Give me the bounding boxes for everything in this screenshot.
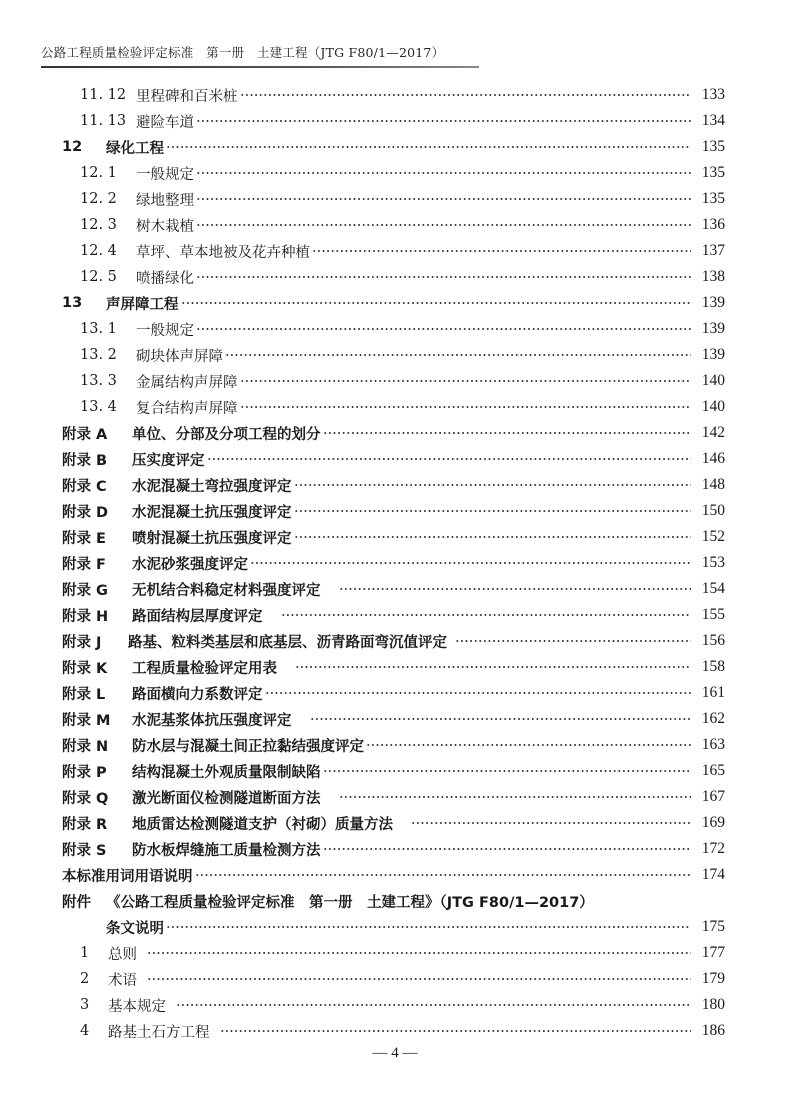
leader-dots bbox=[181, 295, 692, 311]
toc-number: 附录 J bbox=[62, 634, 102, 651]
toc-title: 一般规定 bbox=[136, 322, 194, 339]
toc-entry-13-1[interactable] bbox=[80, 316, 725, 342]
toc-page: 138 bbox=[701, 268, 725, 285]
toc-entry-attachment-explanation[interactable] bbox=[106, 914, 725, 940]
toc-page: 133 bbox=[701, 86, 725, 103]
toc-title: 防水板焊缝施工质量检测方法 bbox=[132, 842, 321, 859]
page-number: — 4 — bbox=[372, 1045, 418, 1061]
leader-dots bbox=[312, 243, 691, 259]
attachment-title: 《公路工程质量检验评定标准 第一册 土建工程》（JTG F80/1—2017） bbox=[106, 894, 594, 911]
toc-entry-12-2[interactable] bbox=[80, 186, 725, 212]
toc-title: 绿化工程 bbox=[106, 140, 164, 157]
toc-title: 无机结合料稳定材料强度评定 bbox=[132, 582, 321, 599]
toc-entry-attachment-4[interactable] bbox=[80, 1018, 725, 1044]
leader-dots bbox=[310, 711, 692, 727]
leader-dots bbox=[166, 139, 691, 155]
leader-dots bbox=[411, 815, 691, 831]
toc-number: 附录 C bbox=[62, 478, 107, 495]
toc-title: 砌块体声屏障 bbox=[136, 348, 223, 365]
toc-page: 177 bbox=[701, 944, 725, 961]
toc-number: 11. 12 bbox=[80, 87, 127, 103]
toc-number: 附录 S bbox=[62, 842, 107, 859]
toc-entry-12-4[interactable] bbox=[80, 238, 725, 264]
toc-page: 155 bbox=[701, 606, 725, 623]
leader-dots bbox=[196, 321, 691, 337]
toc-title: 总则 bbox=[108, 946, 137, 963]
toc-entry-attachment-2[interactable] bbox=[80, 966, 725, 992]
toc-title: 本标准用词用语说明 bbox=[62, 868, 193, 885]
toc-number: 3 bbox=[80, 997, 90, 1013]
leader-dots bbox=[196, 269, 691, 285]
toc-page: 152 bbox=[701, 528, 725, 545]
leader-dots bbox=[265, 685, 692, 701]
toc-entry-appendix-a[interactable] bbox=[62, 420, 725, 446]
toc-title: 工程质量检验评定用表 bbox=[132, 660, 277, 677]
toc-page: 169 bbox=[701, 814, 725, 831]
toc-entry-12-5[interactable] bbox=[80, 264, 725, 290]
toc-title: 路面结构层厚度评定 bbox=[132, 608, 263, 625]
leader-dots bbox=[147, 971, 691, 987]
toc-title: 水泥混凝土弯拉强度评定 bbox=[132, 478, 292, 495]
toc-page: 153 bbox=[701, 554, 725, 571]
toc-number: 13. 2 bbox=[80, 347, 117, 363]
toc-title: 水泥混凝土抗压强度评定 bbox=[132, 504, 292, 521]
toc-page: 135 bbox=[701, 138, 725, 155]
toc-entry-appendix-b[interactable] bbox=[62, 446, 725, 472]
toc-page: 137 bbox=[701, 242, 725, 259]
toc-page: 136 bbox=[701, 216, 725, 233]
toc-title: 避险车道 bbox=[136, 114, 194, 131]
toc-entry-appendix-c[interactable] bbox=[62, 472, 725, 498]
toc-entry-appendix-q[interactable] bbox=[62, 784, 725, 810]
toc-entry-appendix-h[interactable] bbox=[62, 602, 725, 628]
toc-title: 条文说明 bbox=[106, 920, 164, 937]
toc-entry-13-2[interactable] bbox=[80, 342, 725, 368]
toc-number: 附录 P bbox=[62, 764, 107, 781]
leader-dots bbox=[250, 555, 691, 571]
toc-title: 里程碑和百米桩 bbox=[136, 88, 238, 105]
toc-page: 156 bbox=[701, 632, 725, 649]
toc-page: 142 bbox=[701, 424, 725, 441]
leader-dots bbox=[294, 529, 692, 545]
toc-entry-13-4[interactable] bbox=[80, 394, 725, 420]
toc-entry-appendix-s[interactable] bbox=[62, 836, 725, 862]
toc-number: 附录 N bbox=[62, 738, 109, 755]
toc-page: 135 bbox=[701, 164, 725, 181]
toc-page: 158 bbox=[701, 658, 725, 675]
toc-title: 结构混凝土外观质量限制缺陷 bbox=[132, 764, 321, 781]
leader-dots bbox=[176, 997, 691, 1013]
toc-entry-appendix-p[interactable] bbox=[62, 758, 725, 784]
toc-page: 150 bbox=[701, 502, 725, 519]
toc-title: 地质雷达检测隧道支护（衬砌）质量方法 bbox=[132, 816, 393, 833]
leader-dots bbox=[196, 191, 691, 207]
toc-entry-12-3[interactable] bbox=[80, 212, 725, 238]
toc-page: 186 bbox=[701, 1022, 725, 1039]
toc-page: 163 bbox=[701, 736, 725, 753]
toc-page: 180 bbox=[701, 996, 725, 1013]
leader-dots bbox=[196, 165, 691, 181]
toc-number: 12. 3 bbox=[80, 217, 117, 233]
attachment-label: 附件 bbox=[62, 894, 91, 911]
toc-number: 附录 F bbox=[62, 556, 106, 573]
toc-entry-12-1[interactable] bbox=[80, 160, 725, 186]
toc-number: 12. 1 bbox=[80, 165, 117, 181]
toc-entry-13-3[interactable] bbox=[80, 368, 725, 394]
leader-dots bbox=[339, 581, 692, 597]
toc-entry-attachment-3[interactable] bbox=[80, 992, 725, 1018]
toc-number: 附录 E bbox=[62, 530, 106, 547]
leader-dots bbox=[294, 477, 692, 493]
toc-title: 金属结构声屏障 bbox=[136, 374, 238, 391]
toc-number: 13. 4 bbox=[80, 399, 117, 415]
leader-dots bbox=[195, 867, 692, 883]
toc-page: 140 bbox=[701, 372, 725, 389]
toc-title: 树木栽植 bbox=[136, 218, 194, 235]
toc-entry-appendix-d[interactable] bbox=[62, 498, 725, 524]
toc-number: 附录 R bbox=[62, 816, 108, 833]
toc-title: 一般规定 bbox=[136, 166, 194, 183]
leader-dots bbox=[295, 659, 691, 675]
toc-entry-appendix-m[interactable] bbox=[62, 706, 725, 732]
running-header: 公路工程质量检验评定标准 第一册 土建工程（JTG F80/1—2017） bbox=[41, 45, 445, 60]
toc-entry-appendix-j[interactable] bbox=[62, 628, 725, 654]
leader-dots bbox=[240, 87, 692, 103]
toc-number: 附录 D bbox=[62, 504, 109, 521]
toc-number: 13 bbox=[62, 295, 83, 311]
toc-page: 146 bbox=[701, 450, 725, 467]
toc-number: 附录 M bbox=[62, 712, 111, 729]
toc-number: 2 bbox=[80, 971, 90, 987]
toc-number: 附录 A bbox=[62, 426, 108, 443]
toc-number: 1 bbox=[80, 945, 90, 961]
leader-dots bbox=[323, 425, 692, 441]
toc-title: 草坪、草本地被及花卉种植 bbox=[136, 244, 310, 261]
toc-title: 水泥砂浆强度评定 bbox=[132, 556, 248, 573]
leader-dots bbox=[147, 945, 691, 961]
toc-title: 水泥基浆体抗压强度评定 bbox=[132, 712, 292, 729]
toc-number: 12. 5 bbox=[80, 269, 117, 285]
toc-number: 11. 13 bbox=[80, 113, 127, 129]
toc-title: 单位、分部及分项工程的划分 bbox=[132, 426, 321, 443]
toc-page: 175 bbox=[701, 918, 725, 935]
leader-dots bbox=[166, 919, 691, 935]
toc-entry-terminology[interactable] bbox=[62, 862, 725, 888]
toc-page: 140 bbox=[701, 398, 725, 415]
toc-page: 139 bbox=[701, 346, 725, 363]
toc-page: 148 bbox=[701, 476, 725, 493]
toc-title: 喷射混凝土抗压强度评定 bbox=[132, 530, 292, 547]
toc-page: 161 bbox=[701, 684, 725, 701]
toc-entry-appendix-n[interactable] bbox=[62, 732, 725, 758]
toc-number: 12. 4 bbox=[80, 243, 117, 259]
toc-title: 路基、粒料类基层和底基层、沥青路面弯沉值评定 bbox=[128, 634, 447, 651]
toc-title: 绿地整理 bbox=[136, 192, 194, 209]
toc-page: 162 bbox=[701, 710, 725, 727]
toc-number: 13. 3 bbox=[80, 373, 117, 389]
toc-entry-11-13[interactable] bbox=[80, 108, 725, 134]
toc-page: 134 bbox=[701, 112, 725, 129]
toc-page: 179 bbox=[701, 970, 725, 987]
leader-dots bbox=[196, 113, 691, 129]
leader-dots bbox=[207, 451, 692, 467]
toc-title: 防水层与混凝土间正拉黏结强度评定 bbox=[132, 738, 364, 755]
toc-title: 复合结构声屏障 bbox=[136, 400, 238, 417]
toc-title: 术语 bbox=[108, 972, 137, 989]
toc-entry-appendix-e[interactable] bbox=[62, 524, 725, 550]
leader-dots bbox=[339, 789, 692, 805]
toc-title: 路面横向力系数评定 bbox=[132, 686, 263, 703]
toc-number: 12. 2 bbox=[80, 191, 117, 207]
toc-page: 154 bbox=[701, 580, 725, 597]
toc-entry-appendix-g[interactable] bbox=[62, 576, 725, 602]
toc-entry-attachment-heading[interactable] bbox=[62, 888, 725, 914]
leader-dots bbox=[281, 607, 692, 623]
toc-page: 165 bbox=[701, 762, 725, 779]
toc-title: 压实度评定 bbox=[132, 452, 205, 469]
toc-entry-appendix-r[interactable] bbox=[62, 810, 725, 836]
toc-number: 附录 H bbox=[62, 608, 109, 625]
toc-page: 174 bbox=[701, 866, 725, 883]
toc-title: 路基土石方工程 bbox=[108, 1024, 210, 1041]
toc-number: 13. 1 bbox=[80, 321, 117, 337]
header-divider bbox=[41, 66, 479, 68]
toc-page: 135 bbox=[701, 190, 725, 207]
toc-page: 139 bbox=[701, 320, 725, 337]
toc-number: 附录 G bbox=[62, 582, 108, 599]
toc-title: 声屏障工程 bbox=[106, 296, 179, 313]
leader-dots bbox=[240, 399, 692, 415]
leader-dots bbox=[220, 1023, 692, 1039]
toc-number: 附录 B bbox=[62, 452, 108, 469]
toc-number: 附录 Q bbox=[62, 790, 109, 807]
toc-title: 基本规定 bbox=[108, 998, 166, 1015]
leader-dots bbox=[323, 841, 692, 857]
toc-entry-appendix-l[interactable] bbox=[62, 680, 725, 706]
toc-entry-attachment-1[interactable] bbox=[80, 940, 725, 966]
toc-page: 167 bbox=[701, 788, 725, 805]
toc-number: 附录 L bbox=[62, 686, 106, 703]
leader-dots bbox=[240, 373, 692, 389]
toc-number: 4 bbox=[80, 1023, 90, 1039]
leader-dots bbox=[455, 633, 691, 649]
leader-dots bbox=[323, 763, 692, 779]
toc-number: 附录 K bbox=[62, 660, 108, 677]
toc-entry-appendix-k[interactable] bbox=[62, 654, 725, 680]
toc-title: 激光断面仪检测隧道断面方法 bbox=[132, 790, 321, 807]
leader-dots bbox=[294, 503, 692, 519]
leader-dots bbox=[196, 217, 691, 233]
toc-entry-11-12[interactable] bbox=[80, 82, 725, 108]
leader-dots bbox=[225, 347, 691, 363]
toc-page: 139 bbox=[701, 294, 725, 311]
toc-title: 喷播绿化 bbox=[136, 270, 194, 287]
leader-dots bbox=[366, 737, 691, 753]
toc-entry-13[interactable] bbox=[62, 290, 725, 316]
toc-entry-appendix-f[interactable] bbox=[62, 550, 725, 576]
toc-number: 12 bbox=[62, 139, 83, 155]
toc-entry-12[interactable] bbox=[62, 134, 725, 160]
toc-page: 172 bbox=[701, 840, 725, 857]
